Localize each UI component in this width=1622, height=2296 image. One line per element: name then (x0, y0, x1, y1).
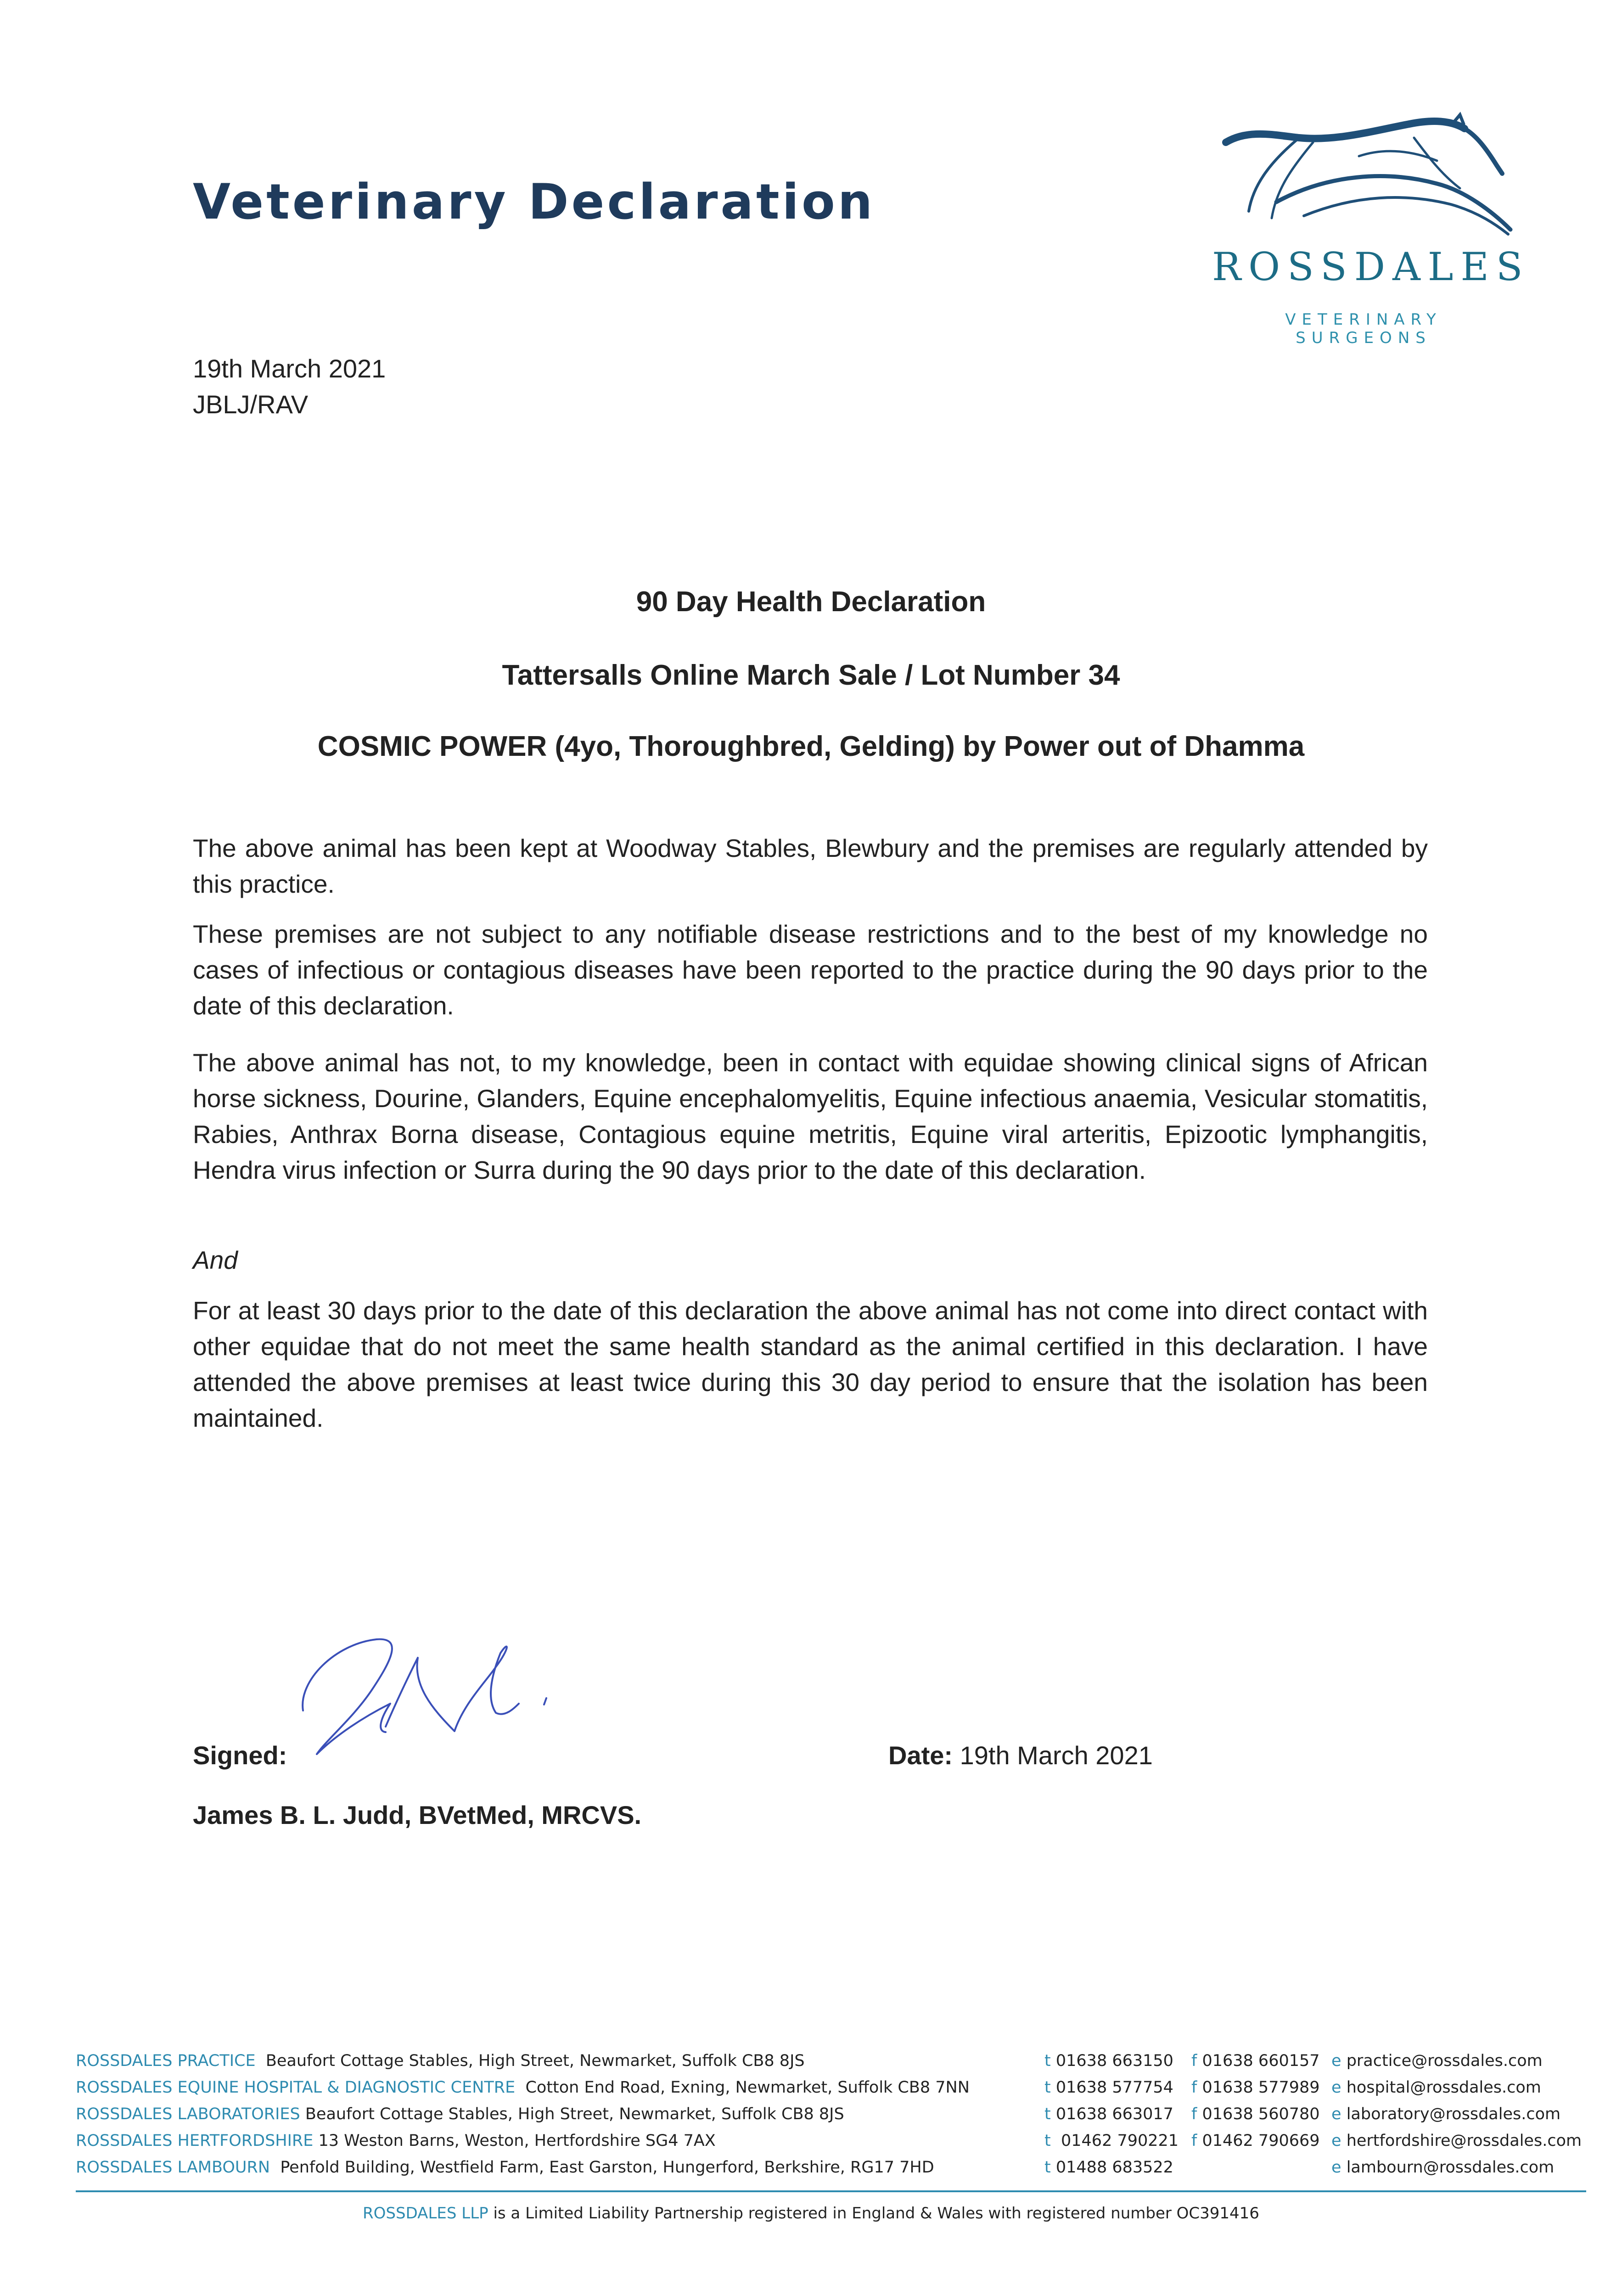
sale-heading: Tattersalls Online March Sale / Lot Number 34 (502, 659, 1120, 691)
signed-label: Signed: (193, 1741, 287, 1770)
fax-number: 01462 790669 (1202, 2132, 1320, 2150)
footer-phone (1044, 2078, 1173, 2097)
paragraph-diseases: The above animal has not, to my knowledge, been in contact with equidae showing clinical signs of African horse sickness, Dourine, Glanders, Equine encephalomyelitis, Equine infectious anaemia, Vesicular stomatitis, Rabies, Anthrax Borna disease, Contagious equine metritis, Equine viral arteritis, Epizootic lymphangitis, Hendra virus infection or Surra during the 90 days prior to the date of this declaration. (193, 1048, 1428, 1184)
footer-phone (1044, 2158, 1173, 2177)
legal-text: is a Limited Liability Partnership registered in England & Wales with registered number OC391416 (493, 2204, 1259, 2223)
footer-fax (1191, 2052, 1320, 2070)
legal-notice (0, 2204, 1622, 2223)
email-address: hospital@rossdales.com (1346, 2078, 1541, 2097)
date-label: Date: (888, 1741, 953, 1770)
paragraph-restrictions: These premises are not subject to any notifiable disease restrictions and to the best of my knowledge no cases of infectious or contagious diseases have been reported to the practice during the 90 days prior to the date of this declaration. (193, 920, 1428, 1020)
email-prefix: e (1331, 2052, 1341, 2070)
phone-number: 01488 683522 (1055, 2158, 1173, 2177)
footer-location-name: ROSSDALES HERTFORDSHIRE (76, 2132, 314, 2150)
footer-location-name: ROSSDALES LAMBOURN (76, 2158, 270, 2177)
footer-address (76, 2158, 934, 2177)
footer-location-name: ROSSDALES LABORATORIES (76, 2105, 300, 2123)
footer-address-text: Beaufort Cottage Stables, High Street, Newmarket, Suffolk CB8 8JS (265, 2052, 805, 2070)
phone-prefix: t (1044, 2078, 1051, 2097)
email-prefix: e (1331, 2132, 1341, 2150)
rossdales-logo (1212, 110, 1530, 347)
footer-phone (1044, 2105, 1173, 2123)
footer-email (1331, 2158, 1554, 2177)
phone-prefix: t (1044, 2052, 1051, 2070)
email-prefix: e (1331, 2105, 1341, 2123)
footer-address (76, 2132, 716, 2150)
date-value: 19th March 2021 (960, 1741, 1153, 1770)
logo-wordmark: ROSSDALES (1212, 244, 1530, 289)
footer-email (1331, 2105, 1560, 2123)
footer-row-lambourn (76, 2158, 1591, 2185)
phone-prefix: t (1044, 2158, 1051, 2177)
footer-email (1331, 2132, 1582, 2150)
letter-reference: JBLJ/RAV (193, 390, 309, 419)
footer-row-laboratories (76, 2105, 1591, 2132)
signature-date (888, 1740, 1153, 1770)
footer-email (1331, 2052, 1543, 2070)
phone-number: 01638 663150 (1055, 2052, 1173, 2070)
phone-prefix: t (1044, 2105, 1051, 2123)
horse-logo-icon (1221, 110, 1515, 243)
logo-tagline: VETERINARY SURGEONS (1285, 310, 1442, 347)
footer-address-text: Penfold Building, Westfield Farm, East Garston, Hungerford, Berkshire, RG17 7HD (280, 2158, 934, 2177)
letter-date: 19th March 2021 (193, 354, 386, 383)
horse-heading: COSMIC POWER (4yo, Thoroughbred, Gelding) by Power out of Dhamma (317, 731, 1305, 762)
footer-address (76, 2078, 970, 2097)
footer-phone (1044, 2132, 1179, 2150)
page-title: Veterinary Declaration (193, 174, 876, 230)
email-address: practice@rossdales.com (1346, 2052, 1543, 2070)
footer-address (76, 2105, 844, 2123)
footer-address-text: Cotton End Road, Exning, Newmarket, Suffolk CB8 7NN (525, 2078, 970, 2097)
footer-address-text: Beaufort Cottage Stables, High Street, Newmarket, Suffolk CB8 8JS (305, 2105, 844, 2123)
footer-divider (76, 2190, 1586, 2192)
fax-prefix: f (1191, 2052, 1197, 2070)
phone-prefix: t (1044, 2132, 1051, 2150)
phone-number: 01462 790221 (1061, 2132, 1179, 2150)
fax-number: 01638 560780 (1202, 2105, 1320, 2123)
fax-prefix: f (1191, 2132, 1197, 2150)
email-prefix: e (1331, 2078, 1341, 2097)
footer-address-text: 13 Weston Barns, Weston, Hertfordshire SG4 7AX (318, 2132, 716, 2150)
fax-number: 01638 660157 (1202, 2052, 1320, 2070)
email-prefix: e (1331, 2158, 1341, 2177)
paragraph-premises: The above animal has been kept at Woodway Stables, Blewbury and the premises are regularly attended by this practice. (193, 834, 1428, 898)
legal-company-name: ROSSDALES LLP (363, 2204, 488, 2223)
footer-row-hospital (76, 2078, 1591, 2105)
fax-prefix: f (1191, 2078, 1197, 2097)
fax-number: 01638 577989 (1202, 2078, 1320, 2097)
signer-name: James B. L. Judd, BVetMed, MRCVS. (193, 1801, 642, 1829)
footer-row-practice (76, 2052, 1591, 2078)
footer-row-hertfordshire (76, 2132, 1591, 2158)
declaration-heading: 90 Day Health Declaration (636, 586, 986, 618)
footer-location-name: ROSSDALES PRACTICE (76, 2052, 256, 2070)
footer-fax (1191, 2132, 1320, 2150)
paragraph-isolation: For at least 30 days prior to the date of this declaration the above animal has not come into direct contact with other equidae that do not meet the same health standard as the animal certified in this declaration. I have attended the above premises at least twice during this 30 day period to ensure that the isolation has been maintained. (193, 1296, 1428, 1432)
footer-phone (1044, 2052, 1173, 2070)
paragraph-and: And (193, 1246, 238, 1274)
footer-location-name: ROSSDALES EQUINE HOSPITAL & DIAGNOSTIC CENTRE (76, 2078, 516, 2097)
footer-fax (1191, 2078, 1320, 2097)
footer-email (1331, 2078, 1541, 2097)
fax-prefix: f (1191, 2105, 1197, 2123)
footer-fax (1191, 2105, 1320, 2123)
phone-number: 01638 663017 (1055, 2105, 1173, 2123)
email-address: laboratory@rossdales.com (1346, 2105, 1561, 2123)
email-address: hertfordshire@rossdales.com (1346, 2132, 1582, 2150)
phone-number: 01638 577754 (1055, 2078, 1173, 2097)
handwritten-signature (294, 1626, 578, 1766)
footer-address (76, 2052, 805, 2070)
email-address: lambourn@rossdales.com (1346, 2158, 1555, 2177)
